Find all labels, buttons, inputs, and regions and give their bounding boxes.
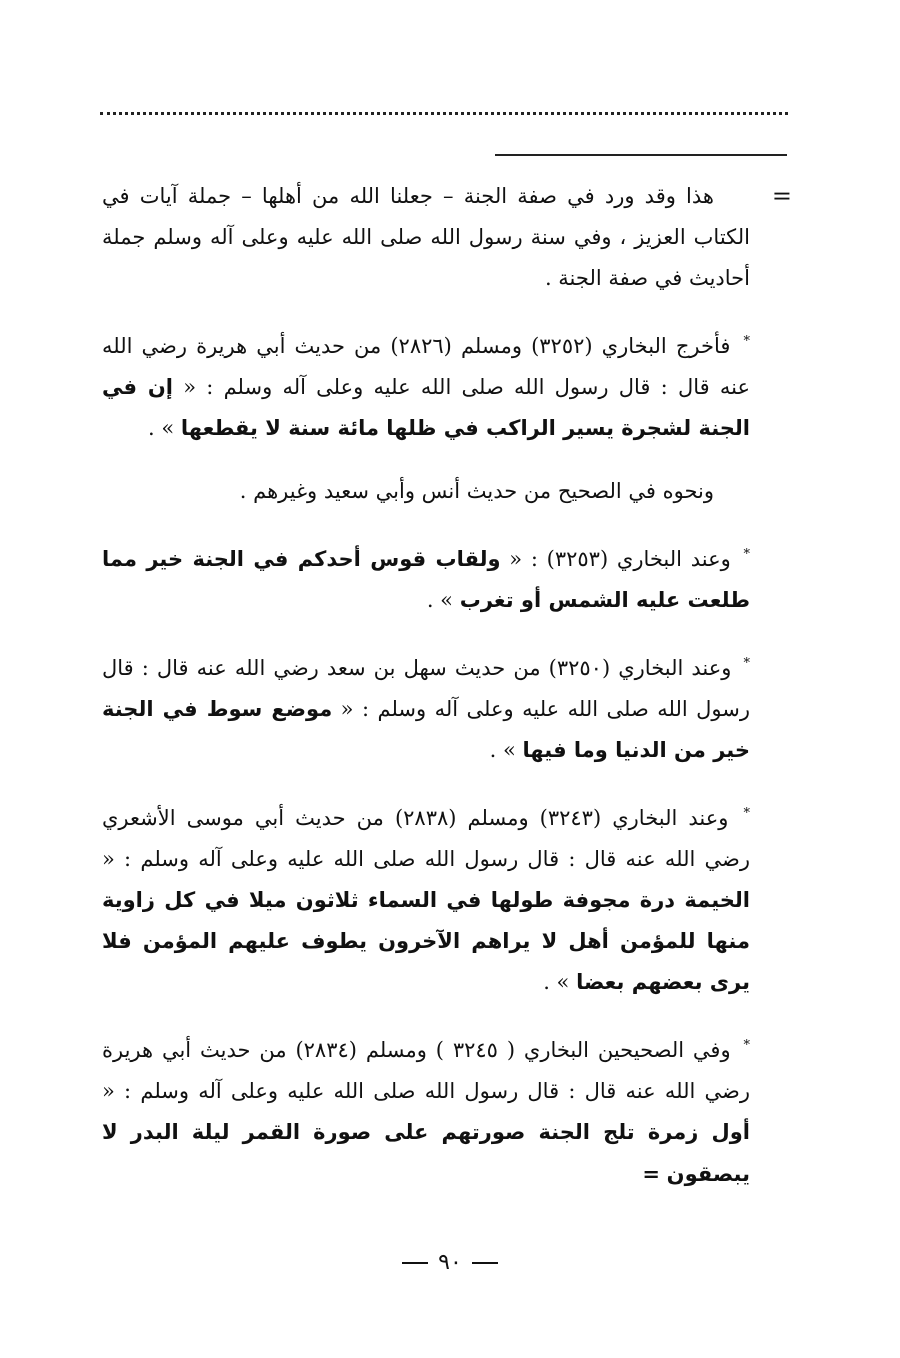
paragraph-hadith-5 bbox=[102, 1025, 750, 1195]
continuation-mark: = bbox=[771, 182, 792, 210]
bullet-star: * bbox=[743, 656, 750, 671]
footnote-separator bbox=[495, 154, 787, 156]
bullet-star: * bbox=[743, 334, 750, 349]
paragraph-plain: ونحوه في الصحيح من حديث أنس وأبي سعيد وغيرهم . bbox=[239, 479, 714, 503]
paragraph-tail: » . bbox=[426, 588, 454, 612]
paragraph-plain: وفي الصحيحين البخاري ( ٣٢٤٥ ) ومسلم (٢٨٣٤) من حديث أبي هريرة رضي الله عنه قال : قال رسول الله صلى الله عليه وعلى آله وسلم : « bbox=[102, 1038, 750, 1103]
hadith-text: موضع سوط في الجنة خير من الدنيا وما فيها bbox=[102, 697, 750, 762]
dotted-separator bbox=[100, 112, 788, 115]
bullet-star: * bbox=[743, 806, 750, 821]
paragraph-plain: فأخرج البخاري (٣٢٥٢) ومسلم (٢٨٢٦) من حديث أبي هريرة رضي الله عنه قال : قال رسول الله صلى الله عليه وعلى آله وسلم : « bbox=[102, 334, 750, 399]
hadith-text: الخيمة درة مجوفة طولها في السماء ثلاثون ميلا في كل زاوية منها للمؤمن أهل لا يراهم الآخرون يطوف عليهم المؤمن فلا يرى بعضهم بعضا bbox=[102, 888, 750, 994]
paragraph-note bbox=[102, 471, 750, 512]
bullet-star: * bbox=[743, 547, 750, 562]
paragraph-plain: هذا وقد ورد في صفة الجنة – جعلنا الله من أهلها – جملة آيات في الكتاب العزيز ، وفي سنة رسول الله صلى الله عليه وعلى آله وسلم جملة أحاديث في صفة الجنة . bbox=[102, 184, 750, 290]
paragraph-hadith-3 bbox=[102, 643, 750, 771]
paragraph-hadith-1 bbox=[102, 321, 750, 449]
paragraph-tail: » . bbox=[147, 416, 175, 440]
dash-right bbox=[472, 1262, 498, 1264]
page-number-footer bbox=[0, 1248, 900, 1278]
continuation-mark-end: = bbox=[642, 1161, 660, 1186]
hadith-text: ولقاب قوس أحدكم في الجنة خير مما طلعت عليه الشمس أو تغرب bbox=[102, 547, 750, 612]
dash-left bbox=[402, 1262, 428, 1264]
paragraph-hadith-2 bbox=[102, 534, 750, 621]
paragraph-plain: وعند البخاري (٣٢٥٣) : « bbox=[509, 547, 731, 571]
paragraph-hadith-4 bbox=[102, 793, 750, 1003]
hadith-text: إن في الجنة لشجرة يسير الراكب في ظلها مائة سنة لا يقطعها bbox=[102, 375, 750, 440]
footnote-text bbox=[102, 176, 750, 1217]
paragraph-intro bbox=[102, 176, 750, 299]
page-number: ٩٠ bbox=[438, 1250, 462, 1275]
paragraph-tail: » . bbox=[489, 738, 516, 762]
bullet-star: * bbox=[743, 1038, 750, 1053]
paragraph-plain: وعند البخاري (٣٢٤٣) ومسلم (٢٨٣٨) من حديث أبي موسى الأشعري رضي الله عنه قال : قال رسول الله صلى الله عليه وعلى آله وسلم : « bbox=[102, 806, 750, 871]
hadith-text: أول زمرة تلج الجنة صورتهم على صورة القمر ليلة البدر لا يبصقون bbox=[102, 1120, 750, 1186]
paragraph-tail: » . bbox=[543, 970, 570, 994]
paragraph-plain: وعند البخاري (٣٢٥٠) من حديث سهل بن سعد رضي الله عنه قال : قال رسول الله صلى الله عليه وعلى آله وسلم : « bbox=[102, 656, 750, 721]
